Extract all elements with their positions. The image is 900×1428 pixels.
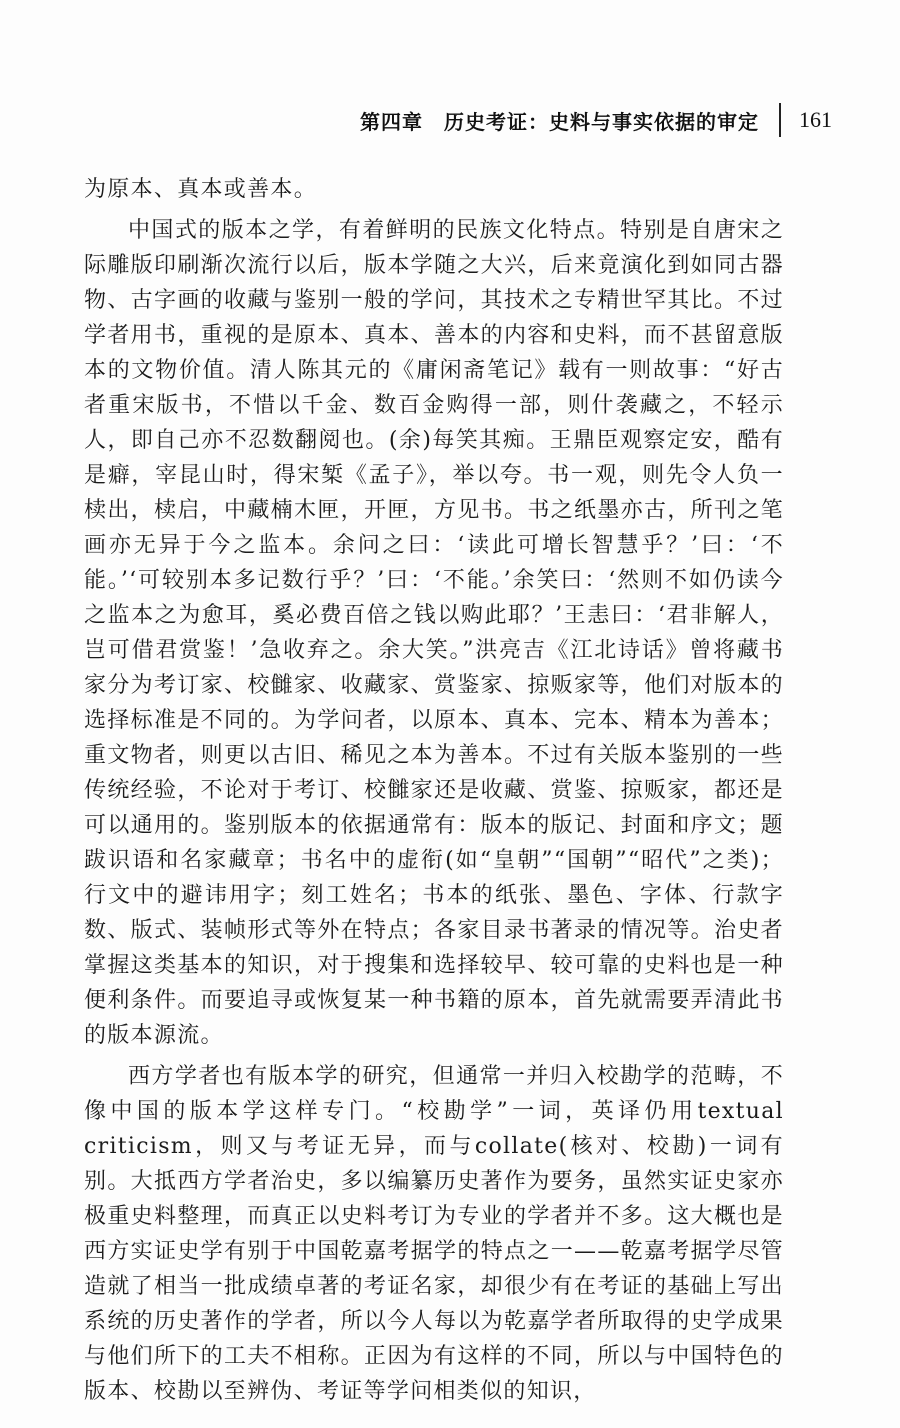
header-divider (779, 103, 781, 137)
body-text (84, 172, 784, 1415)
paragraph-continuation: 为原本、真本或善本。 (84, 177, 318, 202)
chapter-title: 第四章 历史考证：史料与事实依据的审定 (360, 109, 759, 134)
running-head (360, 100, 832, 140)
page-number: 161 (799, 107, 832, 132)
paragraph-chinese-bibliography: 中国式的版本之学，有着鲜明的民族文化特点。特别是自唐宋之际雕版印刷渐次流行以后，版本学随之大兴，后来竟演化到如同古器物、古字画的收藏与鉴别一般的学问，其技术之专精世罕其比。不过学者用书，重视的是原本、真本、善本的内容和史料，而不甚留意版本的文物价值。清人陈其元的《庸闲斋笔记》载有一则故事：“好古者重宋版书，不惜以千金、数百金购得一部，则什袭藏之，不轻示人，即自己亦不忍数翻阅也。(余)每笑其痴。王鼎臣观察定安，酷有是癖，宰昆山时，得宋椠《孟子》，举以夸。书一观，则先令人负一椟出，椟启，中藏楠木匣，开匣，方见书。书之纸墨亦古，所刊之笔画亦无异于今之监本。余问之曰：‘读此可增长智慧乎？’曰：‘不能。’‘可较别本多记数行乎？’曰：‘不能。’余笑曰：‘然则不如仍读今之监本之为愈耳，奚必费百倍之钱以购此耶？’王恚曰：‘君非解人，岂可借君赏鉴！’急收弃之。余大笑。”洪亮吉《江北诗话》曾将藏书家分为考订家、校雠家、收藏家、赏鉴家、掠贩家等，他们对版本的选择标准是不同的。为学问者，以原本、真本、完本、精本为善本；重文物者，则更以古旧、稀见之本为善本。不过有关版本鉴别的一些传统经验，不论对于考订、校雠家还是收藏、赏鉴、掠贩家，都还是可以通用的。鉴别版本的依据通常有：版本的版记、封面和序文；题跋识语和名家藏章；书名中的虚衔(如“皇朝”“国朝”“昭代”之类)；行文中的避讳用字；刻工姓名；书本的纸张、墨色、字体、行款字数、版式、装帧形式等外在特点；各家目录书著录的情况等。治史者掌握这类基本的知识，对于搜集和选择较早、较可靠的史料也是一种便利条件。而要追寻或恢复某一种书籍的原本，首先就需要弄清此书的版本源流。 (84, 218, 784, 1048)
paragraph-western-textual-criticism: 西方学者也有版本学的研究，但通常一并归入校勘学的范畴，不像中国的版本学这样专门。“校勘学”一词，英译仍用textual criticism，则又与考证无异，而与collate(核对、校勘)一词有别。大抵西方学者治史，多以编纂历史著作为要务，虽然实证史家亦极重史料整理，而真正以史料考订为专业的学者并不多。这大概也是西方实证史学有别于中国乾嘉考据学的特点之一——乾嘉考据学尽管造就了相当一批成绩卓著的考证名家，却很少有在考证的基础上写出系统的历史著作的学者，所以今人每以为乾嘉学者所取得的史学成果与他们所下的工夫不相称。正因为有这样的不同，所以与中国特色的版本、校勘以至辨伪、考证等学问相类似的知识， (84, 1064, 784, 1404)
